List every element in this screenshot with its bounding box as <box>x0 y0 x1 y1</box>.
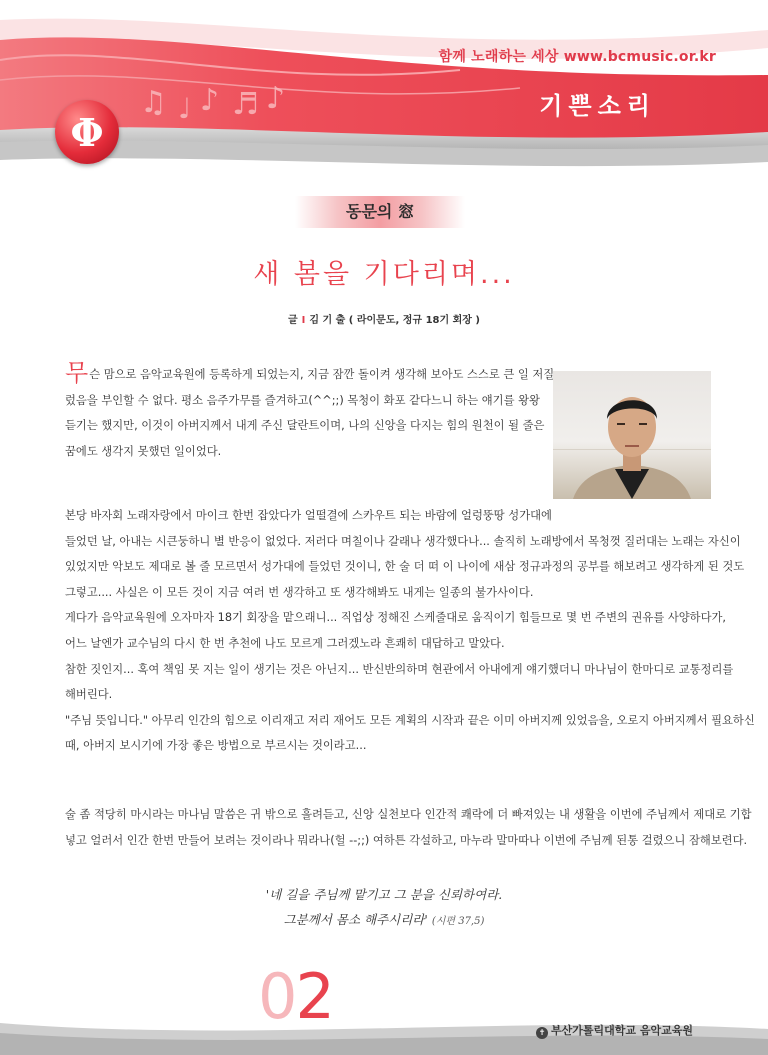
paragraph-line: 꿈에도 생각지 못했던 일이었다. <box>65 444 222 458</box>
paragraph-line: 있었지만 악보도 제대로 볼 줄 모르면서 성가대에 들었던 것이니, 한 술 더 떠 이 나이에 새삼 정규과정의 공부를 해보려고 생각하게 된 것도 <box>65 560 745 574</box>
svg-text:♫: ♫ <box>140 85 167 120</box>
publisher-label <box>536 1022 693 1039</box>
section-label: 동문의 窓 <box>295 196 465 228</box>
site-tagline <box>439 46 716 66</box>
paragraph-line: 때, 아버지 보시기에 가장 좋은 방법으로 부르시는 것이라고... <box>65 739 367 753</box>
svg-text:♩: ♩ <box>178 92 192 125</box>
svg-text:♬: ♬ <box>232 87 259 122</box>
logo-glyph: Φ <box>70 110 104 155</box>
byline <box>0 311 768 326</box>
author-photo <box>553 371 711 499</box>
quote-line-2: 그분께서 몸소 해주시리라' <box>283 912 428 927</box>
paragraph-line: 넣고 얼러서 인간 한번 만들어 보려는 것이라나 뭐라나(헐 --;;) 여하튼 각설하고, 마누라 말마따나 이번에 주님께 된통 걸렸으니 잠해보련다. <box>65 833 748 847</box>
byline-author: 김 기 출 ( 라이문도, 정규 18기 회장 ) <box>309 315 481 326</box>
tagline-text: 함께 노래하는 세상 <box>438 49 559 65</box>
svg-text:♪: ♪ <box>266 81 286 116</box>
byline-prefix: 글 <box>287 315 298 326</box>
publisher-emblem-icon: ✝ <box>536 1027 548 1039</box>
paragraph-line: 참한 짓인지... 혹여 책임 못 지는 일이 생기는 것은 아닌지... 반신반의하며 현관에서 아내에게 얘기했더니 마나님이 한마디로 교통정리를 <box>65 662 734 676</box>
publisher-name: 부산가톨릭대학교 음악교육원 <box>551 1024 693 1037</box>
article-title: 새 봄을 기다리며... <box>253 259 515 290</box>
quote-reference: (시편 37,5) <box>431 916 485 927</box>
magazine-title: 기쁜소리 <box>539 92 656 120</box>
page-number-zero: 0 <box>258 960 296 1033</box>
paragraph-line: 슨 맘으로 음악교육원에 등록하게 되었는지, 지금 잠깐 돌이켜 생각해 보아도 스스로 큰 일 저질 <box>89 368 555 381</box>
paragraph-line: 본당 바자회 노래자랑에서 마이크 한번 잡았다가 얼떨결에 스카우트 되는 바람에 얼렁뚱땅 성가대에 <box>65 509 552 522</box>
drop-cap: 무 <box>65 359 89 387</box>
quote-line-1: '네 길을 주님께 맡기고 그 분을 신뢰하여라. <box>265 887 503 902</box>
logo-icon <box>55 100 119 164</box>
scripture-quote <box>0 882 768 934</box>
site-url-link[interactable]: www.bcmusic.or.kr <box>563 49 716 65</box>
svg-text:♪: ♪ <box>200 83 220 118</box>
author-portrait-illustration <box>553 371 711 499</box>
page-number-digit: 2 <box>295 960 333 1033</box>
paragraph-line: 듣기는 했지만, 이것이 아버지께서 내게 주신 달란트이며, 나의 신앙을 다지는 힘의 원천이 될 줄은 <box>65 419 545 433</box>
page-header <box>0 0 768 175</box>
quote-line-2-wrapper <box>0 907 768 934</box>
paragraph-line: 어느 날엔가 교수님의 다시 한 번 추천에 나도 모르게 그러겠노라 흔쾌히 대답하고 말았다. <box>65 636 505 650</box>
article-paragraph-2 <box>65 503 755 759</box>
article-paragraph-1 <box>65 359 555 464</box>
byline-separator: I <box>301 315 306 326</box>
paragraph-line: "주님 뜻입니다." 아무리 인간의 힘으로 이리재고 저리 재어도 모든 계획의 시작과 끝은 이미 아버지께 있었음을, 오로지 아버지께서 필요하신 <box>65 713 755 727</box>
paragraph-line: 해버린다. <box>65 688 113 702</box>
article-paragraph-3 <box>65 802 752 853</box>
paragraph-line: 술 좀 적당히 마시라는 마나님 말씀은 귀 밖으로 흘려듣고, 신앙 실천보다 인간적 쾌락에 더 빠져있는 내 생활을 이번에 주님께서 제대로 기합 <box>65 808 752 821</box>
paragraph-line: 들었던 날, 아내는 시큰둥하니 별 반응이 없었다. 저러다 며칠이나 갈래나 생각했다나... 솔직히 노래방에서 목청껏 질러대는 노래는 자신이 <box>65 534 741 548</box>
paragraph-line: 그렇고.... 사실은 이 모든 것이 지금 여러 번 생각하고 또 생각해봐도 내게는 일종의 불가사이다. <box>65 585 534 599</box>
paragraph-line: 게다가 음악교육원에 오자마자 18기 회장을 맡으래니... 직업상 정해진 스케줄대로 움직이기 힘들므로 몇 번 주변의 권유를 사양하다가, <box>65 611 726 625</box>
paragraph-line: 렀음을 부인할 수 없다. 평소 음주가무를 즐겨하고(^^;;) 목청이 화포 같다느니 하는 얘기를 왕왕 <box>65 393 540 407</box>
